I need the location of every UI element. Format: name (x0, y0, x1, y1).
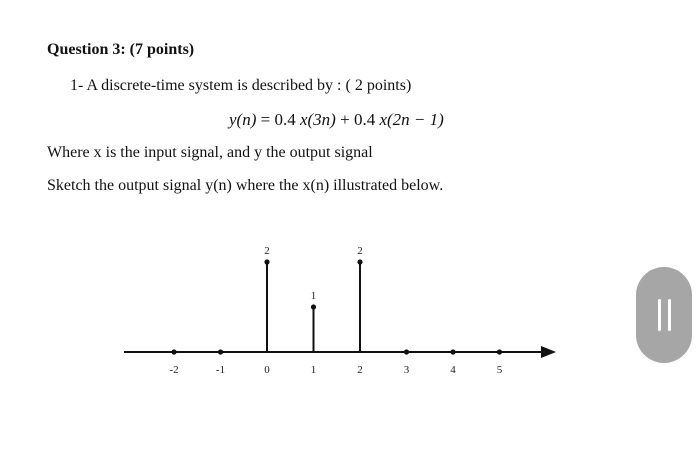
x-axis-arrowhead (541, 346, 556, 358)
x-tick-label: 1 (310, 364, 317, 376)
stem-marker (311, 304, 316, 309)
zero-sample-dot (404, 349, 409, 354)
equation-term-1: x(3n) (299, 110, 336, 129)
x-tick-label: 3 (403, 364, 410, 376)
question-title: Question 3: (7 points) (47, 41, 195, 58)
stem-value-label: 2 (264, 245, 270, 257)
zero-sample-dot (218, 349, 223, 354)
equation-coef-2: 0.4 (353, 110, 376, 129)
system-equation: y(n) = 0.4 x(3n) + 0.4 x(2n − 1) (229, 110, 444, 129)
zero-sample-dot (171, 349, 176, 354)
stem-value-label: 1 (310, 290, 317, 302)
equation-coef-1: 0.4 (274, 110, 296, 129)
stem-layer (169, 245, 502, 376)
equation-lhs: y(n) (229, 110, 257, 129)
sketch-instruction-text: Sketch the output signal y(n) where the x(n) illustrated below. (47, 177, 444, 194)
x-tick-label: 5 (496, 364, 503, 376)
equation-term-2: x(2n − 1) (379, 110, 444, 129)
zero-sample-dot (497, 349, 502, 354)
drag-handle-icon (658, 299, 661, 331)
drag-handle-icon (668, 299, 671, 331)
stem-marker (264, 259, 269, 264)
x-tick-label: 0 (264, 364, 270, 376)
x-tick-label: -1 (215, 364, 226, 376)
x-tick-label: 4 (450, 364, 456, 376)
x-tick-label: -2 (169, 364, 179, 376)
x-tick-label: 2 (357, 364, 363, 376)
signal-definition-text: Where x is the input signal, and y the output signal (47, 144, 373, 161)
stem-marker (357, 259, 362, 264)
drag-handle[interactable] (636, 267, 692, 363)
stem-value-label: 2 (357, 245, 363, 257)
zero-sample-dot (450, 349, 455, 354)
question-part-1: 1- A discrete-time system is described by : ( 2 points) (70, 77, 412, 94)
